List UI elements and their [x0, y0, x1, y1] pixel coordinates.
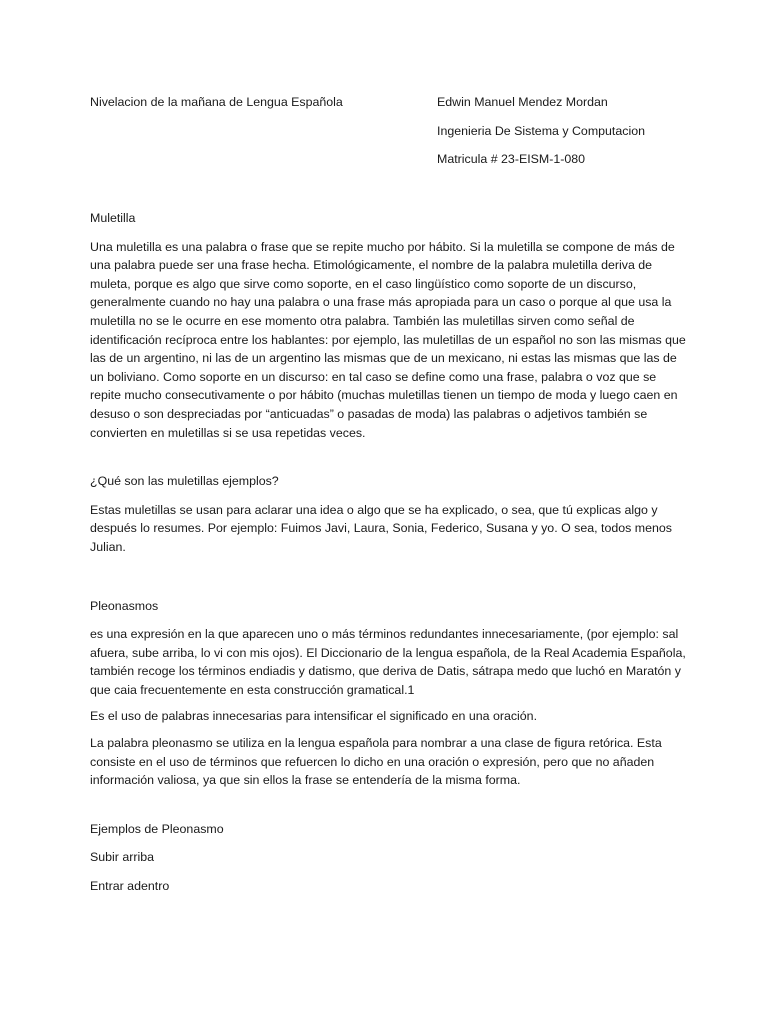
paragraph-question: Estas muletillas se usan para aclarar una idea o algo que se ha explicado, o sea, que tú explicas algo y después lo resumes. Por ejemplo: Fuimos Javi, Laura, Sonia, Federico, Susana y yo. O sea, todos menos Julian.: [90, 502, 672, 554]
paragraph-pleonasmos-3: La palabra pleonasmo se utiliza en la lengua española para nombrar a una clase de figura retórica. Esta consiste en el uso de términos que refuercen lo dicho en una oración o expresión, pero que no añaden información valiosa, ya que sin ellos la frase se entendería de la misma forma.: [90, 736, 662, 788]
paragraph-muletilla: Una muletilla es una palabra o frase que se repite mucho por hábito. Si la muletilla se compone de más de una palabra puede ser una frase hecha. Etimológicamente, el nombre de la palabra muletilla deriva de muleta, porque es algo que sirve como soporte, en el caso lingüístico como soporte de un discurso, generalmente cuando no hay una palabra o una frase más apropiada para un caso o porque al que usa la muletilla no se le ocurre en ese momento otra palabra. También las muletillas sirven como señal de identificación recíproca entre los hablantes: por ejemplo, las muletillas de un español no son las mismas que las de un argentino, ni las de un argentino las mismas que de un mexicano, ni estas las mismas que las de un boliviano. Como soporte en un discurso: en tal caso se define como una frase, palabra o voz que se repite mucho consecutivamente o por hábito (muchas muletillas tienen un tiempo de moda y luego caen en desuso o son despreciadas por “anticuadas” o pasadas de moda) las palabras o adjetivos también se convierten en muletillas si se usa repetidas veces.: [90, 239, 686, 440]
heading-pleonasmos: Pleonasmos: [90, 598, 159, 613]
document-title: Nivelacion de la mañana de Lengua Española: [90, 95, 343, 109]
paragraph-pleonasmos-2: Es el uso de palabras innecesarias para intensificar el significado en una oración.: [90, 709, 538, 724]
author-matricula: Matricula # 23-EISM-1-080: [437, 152, 586, 166]
heading-ejemplos: Ejemplos de Pleonasmo: [90, 821, 224, 836]
author-name: Edwin Manuel Mendez Mordan: [437, 95, 608, 109]
document-body: [90, 209, 690, 896]
paragraph-pleonasmos-1: es una expresión en la que aparecen uno o más términos redundantes innecesariamente, (por ejemplo: sal afuera, sube arriba, lo vi con mis ojos). El Diccionario de la lengua española, de la Real Academia Española, también recoge los términos endiadis y datismo, que deriva de Datis, sátrapa medo que luchó en Maratón y que caia frecuentemente en esta construcción gramatical.1: [90, 627, 686, 697]
heading-question: ¿Qué son las muletillas ejemplos?: [90, 474, 279, 489]
heading-muletilla: Muletilla: [90, 211, 136, 225]
author-block: [437, 95, 645, 181]
example-item: Entrar adentro: [90, 879, 170, 894]
author-career: Ingenieria De Sistema y Computacion: [437, 123, 645, 138]
example-item: Subir arriba: [90, 850, 155, 865]
